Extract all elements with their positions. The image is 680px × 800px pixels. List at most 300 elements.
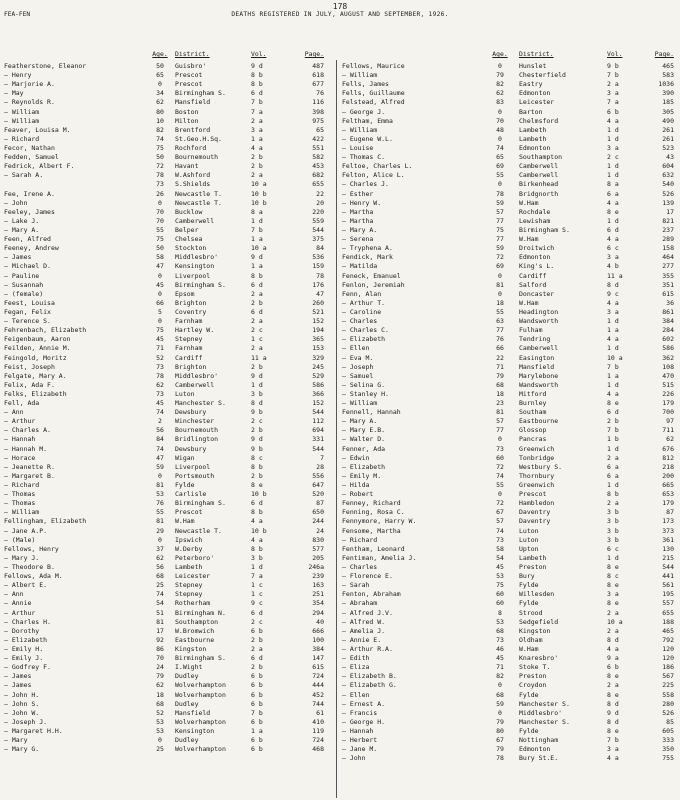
entry-volume: 6 d: [251, 608, 263, 617]
entry-name: Feilden, Annie M.: [4, 344, 71, 353]
entry-name: Fenning, Rosa C.: [342, 508, 405, 517]
entry-page: 653: [662, 490, 674, 499]
register-entry: [342, 180, 674, 189]
entry-name: Felix, Ada F.: [4, 380, 55, 389]
register-entry: [342, 581, 674, 590]
entry-district: Middlesbro': [175, 253, 219, 262]
entry-volume: 6 d: [251, 499, 263, 508]
register-entry: [4, 426, 336, 435]
entry-age: 78: [156, 371, 164, 380]
register-entry: [4, 563, 336, 572]
entry-name: — Emily H.: [4, 645, 44, 653]
entry-age: 0: [498, 62, 502, 70]
entry-name: Fedrick, Albert F.: [4, 162, 75, 171]
entry-volume: 8 e: [607, 399, 619, 408]
entry-age: 79: [496, 71, 504, 80]
entry-name: — William: [342, 399, 378, 408]
entry-name: Fegan, Felix: [4, 307, 51, 316]
entry-name: — James: [4, 681, 32, 690]
entry-district: Chesterfield: [519, 71, 566, 80]
entry-age: 18: [496, 389, 504, 398]
entry-district: Upton: [519, 544, 539, 553]
register-entry: [4, 80, 336, 89]
entry-name: — Mary J.: [4, 553, 40, 562]
register-entry: [4, 217, 336, 226]
entry-volume: 6 b: [251, 672, 263, 681]
entry-district: Daventry: [519, 508, 551, 517]
entry-volume: 1 a: [607, 326, 619, 335]
register-entry: [4, 645, 336, 654]
entry-district: Fylde: [175, 481, 195, 490]
entry-age: 81: [496, 408, 504, 417]
entry-district: Guisbro': [175, 62, 207, 70]
entry-volume: 4 b: [607, 262, 619, 271]
entry-page: 87: [316, 499, 324, 508]
entry-age: 69: [496, 262, 504, 271]
entry-volume: 10 a: [607, 617, 623, 626]
entry-district: Preston: [519, 672, 547, 681]
register-entry: [4, 508, 336, 517]
register-entry: [4, 554, 336, 563]
register-entry: [342, 527, 674, 536]
entry-page: 615: [662, 289, 674, 298]
entry-volume: 11 a: [607, 271, 623, 280]
entry-name: — Louise: [342, 143, 374, 152]
register-entry: [342, 281, 674, 290]
entry-district: Belper: [175, 225, 199, 234]
entry-age: 55: [156, 508, 164, 517]
entry-district: Luton: [519, 526, 539, 535]
register-entry: [342, 98, 674, 107]
entry-age: 46: [496, 645, 504, 653]
entry-age: 74: [496, 471, 504, 480]
entry-volume: 8 b: [251, 462, 263, 471]
entry-age: 0: [498, 490, 502, 499]
entry-volume: 2 b: [251, 298, 263, 307]
entry-age: 62: [156, 681, 164, 690]
entry-age: 8: [498, 608, 502, 617]
entry-district: Edmonton: [519, 143, 551, 152]
entry-page: 559: [312, 216, 324, 225]
entry-district: Daventry: [519, 517, 551, 526]
entry-page: 284: [662, 326, 674, 335]
entry-district: Boston: [175, 107, 199, 116]
entry-district: Kingston: [175, 645, 207, 653]
entry-page: 173: [662, 517, 674, 526]
entry-volume: 6 d: [607, 408, 619, 417]
entry-district: Mansfield: [175, 708, 211, 717]
entry-age: 82: [496, 80, 504, 89]
entry-volume: 2 a: [607, 499, 619, 508]
entry-district: Chelmsford: [519, 116, 559, 125]
entry-district: Glossop: [519, 426, 547, 435]
register-entry: [4, 527, 336, 536]
entry-name: Fedden, Samuel: [4, 153, 59, 162]
entry-volume: 9 d: [251, 253, 263, 262]
entry-volume: 3 a: [607, 143, 619, 152]
entry-district: Bridgnorth: [519, 189, 559, 198]
entry-district: Fylde: [519, 599, 539, 608]
register-entry: [4, 162, 336, 171]
entry-district: Westbury S.: [519, 462, 563, 471]
entry-volume: 8 b: [251, 80, 263, 89]
entry-name: Fecor, Nathan: [4, 143, 55, 152]
entry-district: Cardiff: [175, 353, 203, 362]
entry-page: 120: [662, 645, 674, 653]
entry-name: — Arthur T.: [342, 298, 386, 307]
entry-district: W.Derby: [175, 544, 203, 553]
entry-age: 0: [498, 271, 502, 280]
entry-name: Feest, Louisa: [4, 298, 55, 307]
entry-district: Chelsea: [175, 235, 203, 244]
register-entry: [342, 335, 674, 344]
entry-volume: 4 a: [607, 645, 619, 653]
entry-page: 215: [662, 553, 674, 562]
entry-name: — Joseph J.: [4, 717, 48, 726]
page-title: DEATHS REGISTERED IN JULY, AUGUST AND SEPTEMBER, 1926.: [231, 11, 449, 18]
entry-district: Mitford: [519, 389, 547, 398]
entry-district: Oldham: [519, 635, 543, 644]
entry-age: 75: [156, 235, 164, 244]
entry-volume: 10 a: [251, 180, 267, 189]
entry-district: Manchester S.: [519, 717, 570, 726]
entry-age: 71: [156, 344, 164, 353]
entry-volume: 1 b: [607, 435, 619, 444]
entry-page: 65: [316, 125, 324, 134]
entry-volume: 8 e: [607, 672, 619, 681]
entry-page: 331: [312, 435, 324, 444]
entry-name: — Margaret B.: [4, 471, 55, 480]
entry-page: 355: [662, 271, 674, 280]
entry-age: 70: [156, 207, 164, 216]
entry-district: Mansfield: [519, 362, 555, 371]
entry-district: Edmonton: [519, 745, 551, 754]
entry-name: Fellows, Maurice: [342, 62, 405, 70]
entry-name: — Lake J.: [4, 216, 40, 225]
entry-district: I.Wight: [175, 663, 203, 672]
entry-name: — Edwin: [342, 453, 370, 462]
entry-volume: 2 a: [251, 344, 263, 353]
entry-page: 120: [662, 654, 674, 663]
entry-volume: 1 d: [607, 553, 619, 562]
entry-page: 586: [312, 380, 324, 389]
entry-district: Wigan: [175, 453, 195, 462]
entry-name: — Mary: [4, 736, 28, 745]
entry-page: 544: [312, 408, 324, 417]
entry-volume: 10 b: [251, 490, 267, 499]
entry-name: — Edith: [342, 654, 370, 663]
entry-page: 556: [312, 471, 324, 480]
entry-volume: 6 d: [607, 225, 619, 234]
entry-age: 26: [156, 189, 164, 198]
entry-district: Headington: [519, 307, 559, 316]
entry-volume: 3 b: [251, 553, 263, 562]
register-entry: [342, 754, 674, 763]
entry-name: — George J.: [342, 107, 386, 116]
entry-age: 25: [156, 581, 164, 590]
entry-page: 185: [662, 98, 674, 107]
register-entry: [4, 618, 336, 627]
entry-name: Fenner, Ada: [342, 444, 386, 453]
surname-range: FEA-FEN: [4, 11, 31, 18]
entry-page: 529: [312, 371, 324, 380]
register-entry: [342, 736, 674, 745]
entry-age: 76: [156, 499, 164, 508]
register-entry: [342, 162, 674, 171]
left-entries: [4, 62, 336, 754]
entry-name: — Esther: [342, 189, 374, 198]
entry-volume: 7 b: [607, 736, 619, 745]
entry-age: 57: [496, 207, 504, 216]
entry-age: 74: [496, 143, 504, 152]
header-page: Page.: [654, 50, 674, 58]
entry-volume: 1 d: [607, 134, 619, 143]
entry-name: — Terence S.: [4, 317, 51, 326]
entry-district: Leicester: [175, 572, 211, 581]
entry-district: Camberwell: [519, 162, 559, 171]
entry-volume: 1 d: [607, 344, 619, 353]
entry-volume: 8 b: [251, 508, 263, 517]
entry-age: 74: [496, 526, 504, 535]
entry-name: — Charles A.: [4, 426, 51, 435]
entry-age: 77: [496, 326, 504, 335]
entry-name: Felstead, Alfred: [342, 98, 405, 107]
entry-name: Feeney, Andrew: [4, 244, 59, 253]
entry-district: Brighton: [175, 362, 207, 371]
register-entry: [342, 354, 674, 363]
entry-age: 66: [156, 298, 164, 307]
entry-name: — John S.: [4, 699, 40, 708]
entry-age: 69: [496, 162, 504, 171]
entry-page: 78: [316, 271, 324, 280]
register-entry: [342, 144, 674, 153]
register-entry: [342, 445, 674, 454]
entry-page: 200: [662, 471, 674, 480]
entry-name: — Margaret H.H.: [4, 726, 63, 735]
entry-district: Dudley: [175, 699, 199, 708]
entry-district: S.Shields: [175, 180, 211, 189]
entry-volume: 2 a: [251, 645, 263, 653]
entry-volume: 9 b: [607, 62, 619, 70]
entry-age: 50: [156, 244, 164, 253]
entry-volume: 6 a: [607, 189, 619, 198]
entry-district: Coventry: [175, 307, 207, 316]
register-entry: [342, 208, 674, 217]
entry-age: 67: [496, 508, 504, 517]
entry-name: — Thomas C.: [342, 153, 386, 162]
entry-page: 650: [312, 508, 324, 517]
entry-age: 77: [496, 235, 504, 244]
entry-page: 76: [316, 89, 324, 98]
entry-district: Newcastle T.: [175, 189, 222, 198]
entry-district: Dewsbury: [175, 408, 207, 417]
entry-volume: 1 d: [607, 444, 619, 453]
entry-age: 92: [156, 635, 164, 644]
register-entry: [4, 700, 336, 709]
entry-age: 0: [498, 435, 502, 444]
entry-age: 73: [156, 389, 164, 398]
entry-name: Featherstone, Eleanor: [4, 62, 87, 70]
entry-page: 665: [662, 481, 674, 490]
register-entry: [342, 508, 674, 517]
entry-district: Dewsbury: [175, 444, 207, 453]
entry-page: 237: [662, 225, 674, 234]
entry-name: Fellingham, Elizabeth: [4, 517, 87, 526]
entry-age: 62: [496, 89, 504, 98]
entry-age: 75: [496, 225, 504, 234]
entry-age: 18: [156, 690, 164, 699]
entry-district: Marylebone: [519, 371, 559, 380]
entry-name: Feeley, James: [4, 207, 55, 216]
entry-page: 130: [662, 544, 674, 553]
entry-age: 81: [156, 617, 164, 626]
entry-name: — Elizabeth: [342, 462, 386, 471]
register-entry: [342, 80, 674, 89]
register-entry: [342, 490, 674, 499]
entry-page: 666: [312, 626, 324, 635]
entry-page: 351: [662, 280, 674, 289]
entry-volume: 2 a: [607, 608, 619, 617]
entry-name: Feltoe, Charles L.: [342, 162, 413, 171]
entry-page: 384: [662, 317, 674, 326]
register-entry: [4, 344, 336, 353]
entry-volume: 4 a: [251, 143, 263, 152]
register-entry: [4, 417, 336, 426]
entry-page: 544: [312, 225, 324, 234]
entry-volume: 8 e: [607, 599, 619, 608]
entry-name: — Theodore B.: [4, 563, 55, 572]
register-entry: [4, 335, 336, 344]
entry-age: 47: [156, 262, 164, 271]
register-entry: [342, 672, 674, 681]
entry-name: — Elizabeth: [4, 635, 48, 644]
entry-age: 54: [496, 553, 504, 562]
entry-name: — Arthur R.A.: [342, 645, 393, 653]
entry-age: 53: [156, 490, 164, 499]
entry-district: Southampton: [519, 153, 563, 162]
register-entry: [4, 226, 336, 235]
entry-district: W.Ham: [519, 198, 539, 207]
entry-volume: 3 b: [607, 535, 619, 544]
entry-volume: 2 a: [251, 317, 263, 326]
entry-name: — May: [4, 89, 24, 98]
entry-age: 71: [496, 663, 504, 672]
register-entry: [342, 244, 674, 253]
entry-age: 70: [156, 216, 164, 225]
entry-volume: 6 b: [251, 690, 263, 699]
entry-name: — Thomas: [4, 490, 36, 499]
entry-age: 59: [496, 198, 504, 207]
entry-name: — Elizabeth: [342, 335, 386, 344]
entry-page: 526: [662, 708, 674, 717]
entry-page: 43: [666, 153, 674, 162]
entry-district: Bury: [519, 572, 535, 581]
entry-page: 85: [666, 717, 674, 726]
entry-volume: 4 a: [607, 754, 619, 763]
entry-district: Stepney: [175, 581, 203, 590]
entry-volume: 1 a: [251, 134, 263, 143]
entry-name: Feingold, Moritz: [4, 353, 67, 362]
header-page: Page.: [304, 50, 324, 58]
entry-volume: 4 a: [251, 535, 263, 544]
entry-volume: 10 a: [251, 244, 267, 253]
entry-page: 602: [662, 335, 674, 344]
entry-page: 490: [662, 116, 674, 125]
entry-name: Fentiman, Amelia J.: [342, 553, 417, 562]
entry-page: 465: [662, 62, 674, 70]
entry-district: Farnham: [175, 344, 203, 353]
entry-name: — Charles: [342, 563, 378, 572]
register-entry: [4, 435, 336, 444]
entry-volume: 9 d: [251, 62, 263, 70]
entry-page: 582: [312, 153, 324, 162]
entry-district: Sedgefield: [519, 617, 559, 626]
entry-name: Felgate, Mary A.: [4, 371, 67, 380]
register-entry: [342, 235, 674, 244]
entry-page: 390: [662, 89, 674, 98]
entry-name: — Arthur: [4, 417, 36, 426]
register-entry: [4, 736, 336, 745]
entry-page: 1036: [658, 80, 674, 89]
entry-name: Fenney, Richard: [342, 499, 401, 508]
entry-district: W.Bromwich: [175, 626, 215, 635]
register-entry: [4, 599, 336, 608]
entry-page: 245: [312, 362, 324, 371]
entry-district: W.Ashford: [175, 171, 211, 180]
entry-district: Lambeth: [519, 553, 547, 562]
entry-age: 82: [156, 125, 164, 134]
entry-volume: 6 a: [607, 462, 619, 471]
entry-page: 62: [666, 435, 674, 444]
entry-age: 79: [156, 672, 164, 681]
entry-name: Felks, Elizabeth: [4, 389, 67, 398]
entry-page: 618: [312, 71, 324, 80]
entry-name: Feigenbaum, Aaron: [4, 335, 71, 344]
register-entry: [4, 718, 336, 727]
entry-volume: 6 b: [251, 736, 263, 745]
register-entry: [342, 226, 674, 235]
entry-name: — Stanley H.: [342, 389, 389, 398]
entry-age: 74: [156, 590, 164, 599]
entry-volume: 6 d: [251, 654, 263, 663]
register-entry: [4, 98, 336, 107]
entry-age: 72: [496, 462, 504, 471]
register-entry: [4, 180, 336, 189]
entry-name: — Alfred W.: [342, 617, 386, 626]
register-entry: [4, 62, 336, 71]
entry-volume: 2 c: [251, 617, 263, 626]
entry-page: 812: [662, 453, 674, 462]
entry-name: Fentham, Leonard: [342, 544, 405, 553]
entry-age: 68: [496, 626, 504, 635]
entry-page: 194: [312, 326, 324, 335]
entry-district: Middlesbro': [175, 371, 219, 380]
entry-age: 50: [156, 153, 164, 162]
entry-volume: 8 e: [607, 207, 619, 216]
register-entry: [342, 89, 674, 98]
register-entry: [4, 317, 336, 326]
entry-name: Feltham, Emma: [342, 116, 393, 125]
register-entry: [342, 426, 674, 435]
entry-age: 55: [496, 171, 504, 180]
entry-age: 77: [496, 426, 504, 435]
entry-age: 45: [496, 563, 504, 572]
entry-volume: 9 a: [607, 654, 619, 663]
entry-age: 58: [156, 253, 164, 262]
entry-page: 792: [662, 635, 674, 644]
entry-page: 586: [662, 344, 674, 353]
entry-district: Lewisham: [519, 216, 551, 225]
